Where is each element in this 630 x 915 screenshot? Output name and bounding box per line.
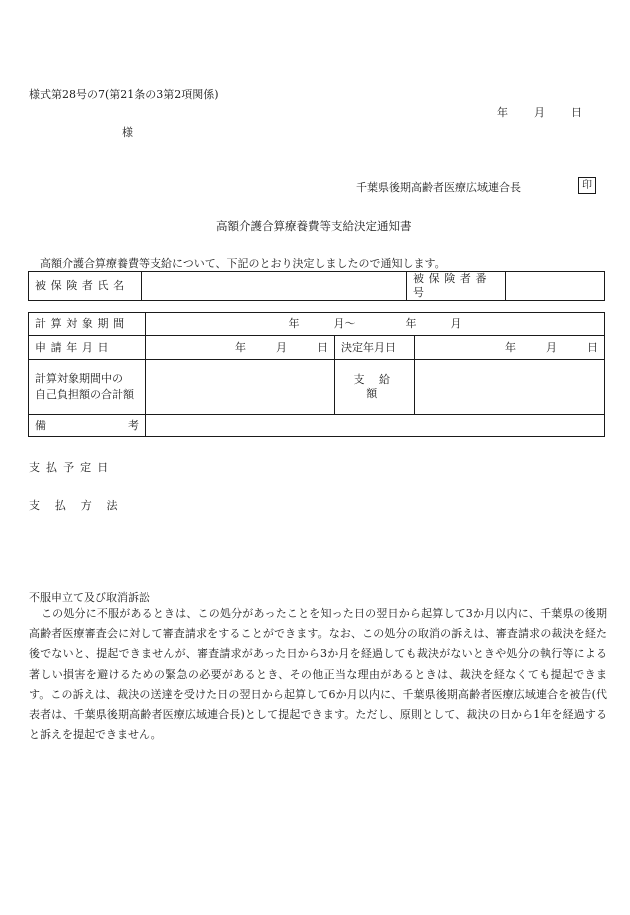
application-date-label: 申請年月日 <box>29 336 146 360</box>
detail-table <box>28 312 605 437</box>
payment-method-label: 支払方法 <box>29 499 133 512</box>
payment-date-label: 支払予定日 <box>29 461 115 474</box>
application-day: 日 <box>317 340 328 354</box>
decision-year: 年 <box>505 340 516 354</box>
remarks-row <box>29 415 605 437</box>
payment-amount-value <box>415 360 605 415</box>
appeal-body: この処分に不服があるときは、この処分があったことを知った日の翌日から起算して3か月以内に、千葉県の後期高齢者医療審査会に対して審査請求をすることができます。なお、この処分の取消の訴えは、審査請求の裁決を経た後でないと、提起できませんが、審査請求があった日から3か月を経過しても裁決がないときや処分の執行等による著しい損害を避けるための緊急の必要があるとき、その他正当な理由があるときは、裁決を経なくても提起できます。この訴えは、裁決の送達を受けた日の翌日から起算して6か月以内に、千葉県後期高齢者医療広域連合を被告(代表者は、千葉県後期高齢者医療広域連合長)として提起できます。ただし、原則として、裁決の日から1年を経過すると訴えを提起できません。 <box>29 607 607 742</box>
period-start-month: 月〜 <box>333 317 356 330</box>
date-row <box>29 336 605 360</box>
appeal-heading: 不服申立て及び取消訴訟 <box>29 591 150 604</box>
period-end-year: 年 <box>405 317 417 330</box>
notice-date <box>497 104 582 120</box>
seal-mark: 印 <box>578 177 596 194</box>
decision-date-label: 決定年月日 <box>335 336 415 360</box>
notice-date-day: 日 <box>571 106 582 119</box>
copay-total-label-line2: 自己負担額の合計額 <box>35 388 134 401</box>
decision-date-value <box>415 336 605 360</box>
application-month: 月 <box>276 340 287 354</box>
notice-date-year: 年 <box>497 106 508 119</box>
copay-total-label-line1: 計算対象期間中の <box>35 372 123 385</box>
insured-table <box>28 271 605 301</box>
period-value <box>146 313 605 336</box>
insured-row <box>29 272 605 301</box>
document-title: 高額介護合算療養費等支給決定通知書 <box>216 219 412 233</box>
period-end-month: 月 <box>450 317 462 330</box>
notice-date-month: 月 <box>534 106 545 119</box>
decision-day: 日 <box>587 340 598 354</box>
period-label: 計算対象期間 <box>29 313 146 336</box>
insured-number-label: 被保険者番号 <box>407 272 506 301</box>
form-number: 様式第28号の7(第21条の3第2項関係) <box>29 88 219 101</box>
insured-name-label: 被保険者氏名 <box>29 272 142 301</box>
remarks-value <box>146 415 605 437</box>
insured-number-value <box>506 272 605 301</box>
intro-text: 高額介護合算療養費等支給について、下記のとおり決定しましたので通知します。 <box>40 257 446 270</box>
payment-amount-label: 支 給 額 <box>335 360 415 415</box>
application-year: 年 <box>235 340 246 354</box>
issuer-name: 千葉県後期高齢者医療広域連合長 <box>356 181 521 194</box>
period-row <box>29 313 605 336</box>
insured-name-value <box>142 272 407 301</box>
application-date-value <box>146 336 335 360</box>
period-start-year: 年 <box>288 317 300 330</box>
decision-month: 月 <box>546 340 557 354</box>
remarks-label-left: 備 <box>35 418 46 432</box>
copay-total-label <box>29 360 146 415</box>
addressee-suffix: 様 <box>122 126 133 139</box>
copay-total-value <box>146 360 335 415</box>
remarks-label-right: 考 <box>128 418 139 432</box>
remarks-label <box>29 415 146 437</box>
amount-row <box>29 360 605 415</box>
